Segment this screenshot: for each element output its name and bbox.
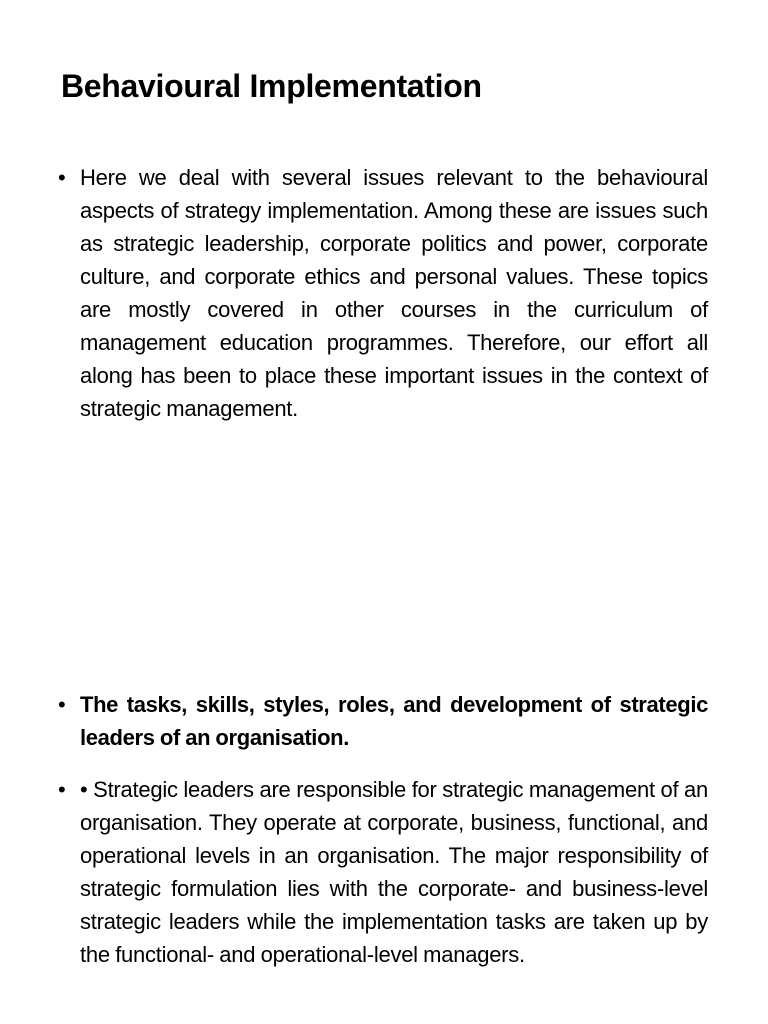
slide-title: Behavioural Implementation [61,68,482,104]
bullet-text: Here we deal with several issues relevant to the behavioural aspects of strategy implementation. Among these are issues such as strategic leadership, corporate politics and power, corporate culture, and corporate ethics and personal values. These topics are mostly covered in other courses in the curriculum of management education programmes. Therefore, our effort all along has been to place these important issues in the context of strategic management. [80,165,708,421]
bullet-item [58,688,708,754]
bullet-marker: • [58,692,66,717]
bullet-text: • Strategic leaders are responsible for strategic management of an organisation. They operate at corporate, business, functional, and operational levels in an organisation. The major responsibility of strategic formulation lies with the corporate- and business-level strategic leaders while the implementation tasks are taken up by the functional- and operational-level managers. [80,777,708,967]
bullet-item [58,161,708,425]
bullet-marker: • [58,165,66,190]
bullet-item [58,773,708,971]
bullet-text: The tasks, skills, styles, roles, and development of strategic leaders of an organisation. [80,692,708,750]
bullet-marker: • [58,777,66,802]
